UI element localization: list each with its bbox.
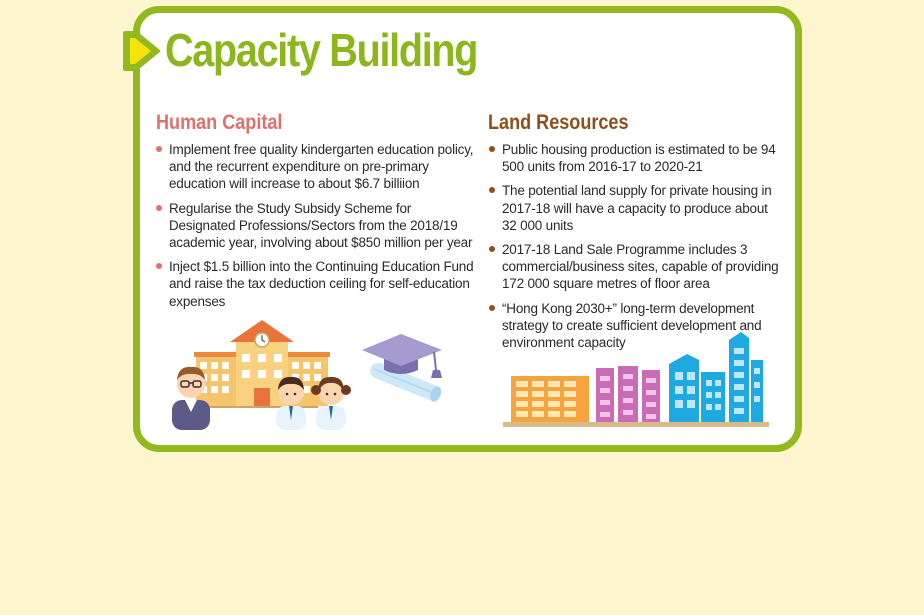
bullet-icon bbox=[489, 246, 495, 252]
bullet-icon bbox=[156, 263, 162, 269]
human-capital-heading: Human Capital bbox=[156, 111, 283, 134]
land-resources-heading: Land Resources bbox=[488, 111, 629, 134]
list-item: Inject $1.5 billion into the Continuing Education Fund and raise the tax deduction ceiling for self-education expenses bbox=[156, 258, 476, 310]
list-item: Regularise the Study Subsidy Scheme for Designated Professions/Sectors from the 2018/19 academic year, involving about $850 million per year bbox=[156, 200, 476, 252]
list-item: Public housing production is estimated to be 94 500 units from 2016-17 to 2020-21 bbox=[489, 141, 779, 175]
chevron-arrow-icon bbox=[122, 30, 162, 72]
land-resources-list bbox=[489, 141, 779, 358]
bullet-icon bbox=[489, 305, 495, 311]
bullet-icon bbox=[489, 146, 495, 152]
page-title: Capacity Building bbox=[165, 24, 478, 76]
list-item: Implement free quality kindergarten education policy, and the recurrent expenditure on pre-primary education will increase to about $6.7 billiion bbox=[156, 141, 476, 193]
human-capital-list bbox=[156, 141, 476, 317]
list-item: “Hong Kong 2030+” long-term development strategy to create sufficient development and environment capacity bbox=[489, 300, 779, 352]
students-icon bbox=[272, 372, 354, 430]
list-item: The potential land supply for private housing in 2017-18 will have a capacity to produce about 32 000 units bbox=[489, 182, 779, 234]
bullet-icon bbox=[156, 146, 162, 152]
city-skyline-icon bbox=[503, 330, 771, 430]
bullet-icon bbox=[156, 205, 162, 211]
list-item: 2017-18 Land Sale Programme includes 3 commercial/business sites, capable of providing 172 000 square metres of floor area bbox=[489, 241, 779, 293]
graduation-cap-diploma-icon bbox=[360, 330, 450, 406]
bullet-icon bbox=[489, 187, 495, 193]
